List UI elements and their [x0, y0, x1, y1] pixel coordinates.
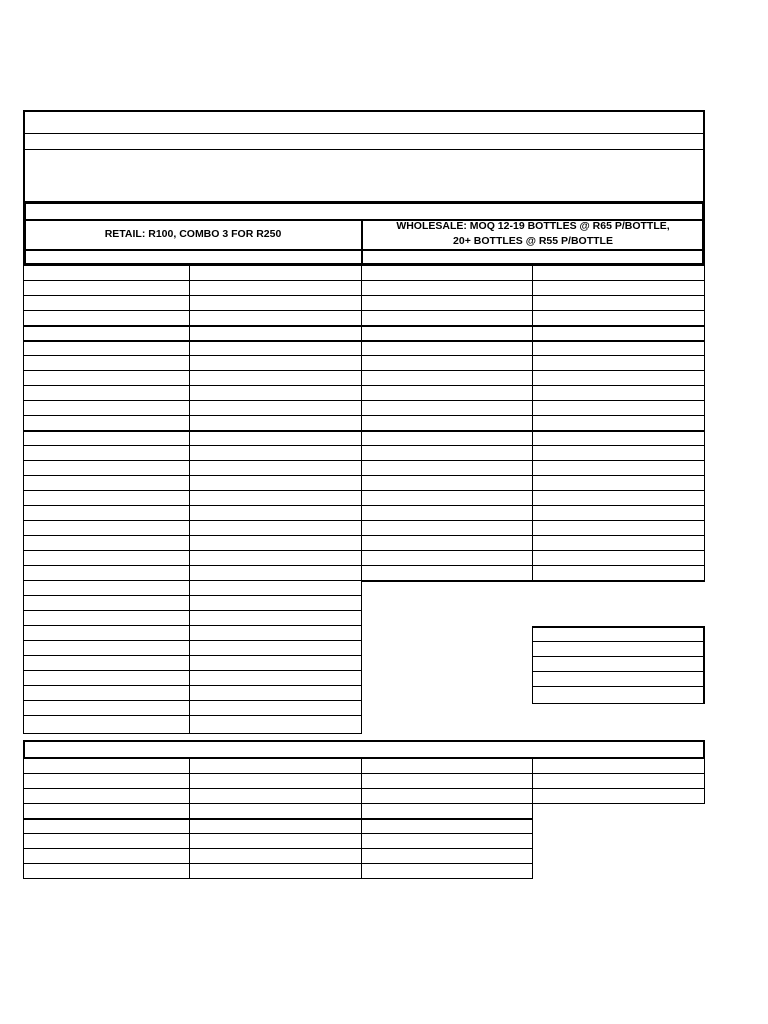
side-table-row-line: [532, 686, 705, 687]
bottom-grid-right: [532, 758, 705, 804]
grid-row-line: [23, 535, 705, 536]
grid-row-line: [23, 355, 705, 356]
pricing-header-split: [361, 219, 363, 265]
grid-row-line: [23, 715, 362, 716]
side-table-row-line: [532, 656, 705, 657]
side-table: [532, 626, 705, 704]
header-row-divider: [23, 149, 705, 150]
wholesale-price-label-line1: WHOLESALE: MOQ 12-19 BOTTLES @ R65 P/BOTTLE,: [396, 220, 670, 232]
grid-row-line: [23, 803, 533, 804]
grid-row-line: [23, 565, 705, 566]
main-grid-left: [23, 265, 362, 734]
grid-row-line: [23, 475, 705, 476]
bottom-section-header: [23, 740, 705, 759]
grid-row-line: [23, 295, 705, 296]
side-table-row-line: [532, 671, 705, 672]
grid-row-line: [23, 385, 705, 386]
header-block: [23, 110, 705, 202]
grid-row-line: [23, 520, 705, 521]
grid-row-line: [23, 370, 705, 371]
grid-row-line: [23, 430, 705, 432]
grid-row-line: [23, 848, 533, 849]
grid-row-line: [23, 280, 705, 281]
pricing-header-divider: [23, 249, 705, 251]
grid-row-line: [23, 700, 362, 701]
grid-row-line: [23, 818, 533, 820]
wholesale-price-label-line2: 20+ BOTTLES @ R55 P/BOTTLE: [453, 235, 613, 247]
grid-row-line: [23, 610, 362, 611]
retail-price-label: RETAIL: R100, COMBO 3 FOR R250: [104, 228, 282, 240]
grid-row-line: [23, 788, 705, 789]
grid-row-line: [23, 625, 362, 626]
grid-row-line: [23, 505, 705, 506]
grid-row-line: [23, 640, 362, 641]
grid-row-line: [23, 340, 705, 342]
grid-row-line: [23, 655, 362, 656]
grid-row-line: [23, 685, 362, 686]
grid-column-line: [189, 265, 190, 734]
grid-row-line: [23, 833, 533, 834]
grid-row-line: [23, 460, 705, 461]
grid-row-line: [23, 595, 362, 596]
grid-row-line: [23, 773, 705, 774]
grid-row-line: [23, 310, 705, 311]
grid-row-line: [23, 863, 533, 864]
grid-row-line: [23, 550, 705, 551]
grid-row-line: [23, 490, 705, 491]
header-row-divider: [23, 133, 705, 134]
grid-row-line: [23, 415, 705, 416]
grid-row-line: [23, 580, 705, 581]
grid-row-line: [23, 400, 705, 401]
side-table-row-line: [532, 641, 705, 642]
grid-row-line: [23, 670, 362, 671]
grid-row-line: [23, 445, 705, 446]
grid-row-line: [23, 325, 705, 327]
